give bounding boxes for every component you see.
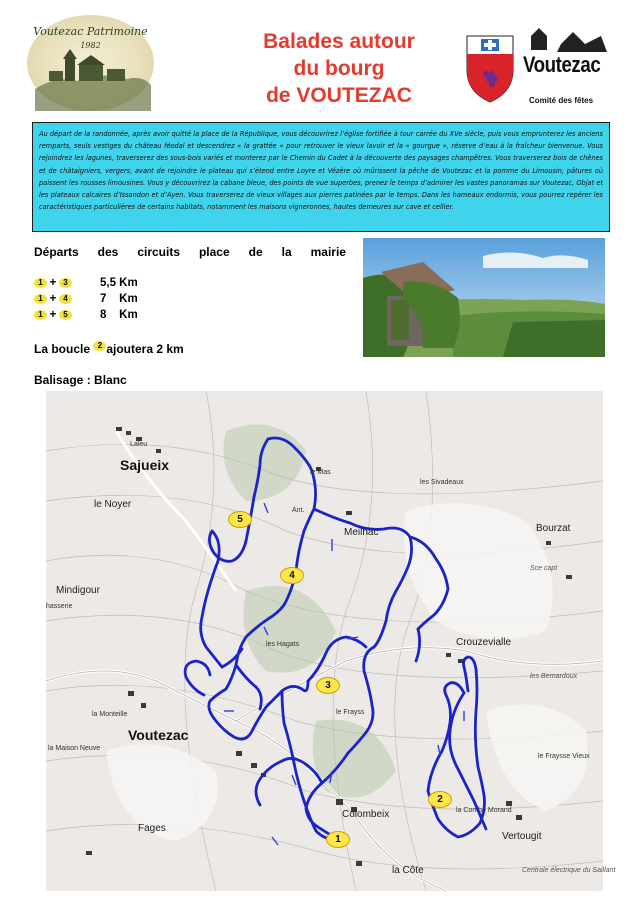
comite-logo-subtitle: Comité des fêtes (529, 96, 594, 105)
patrimoine-logo (27, 15, 154, 111)
comite-logo (461, 22, 613, 110)
map-marker-1: 1 (326, 831, 350, 848)
circuit-row: 1 + 3 5,5 Km (34, 277, 72, 289)
map-label-colombeix: Colombeix (342, 809, 390, 820)
map-label-bourzat: Bourzat (536, 523, 571, 534)
departs-word: la (281, 245, 292, 259)
map-label-sce: Sce capt (530, 565, 558, 572)
circuit-row: 1 + 4 7 Km (34, 293, 72, 305)
circuit-badge: 4 (59, 294, 72, 304)
comite-logo-name: Voutezac (523, 52, 601, 77)
title-line-1: Balades autour (263, 30, 415, 53)
map-label-le-frayss: le Frayss (336, 709, 365, 716)
circuit-badge: 1 (34, 310, 47, 320)
village-drawing-icon (27, 15, 154, 111)
map-label-la-cote: la Côte (392, 865, 424, 876)
boucle-text: ajoutera 2 km (106, 342, 184, 356)
departs-word: mairie (310, 245, 346, 259)
map-marker-5: 5 (228, 511, 252, 528)
patrimoine-logo-name: Voutezac Patrimoine (33, 25, 148, 38)
map-label-le-fraysse-vieux: le Fraysse Vieux (538, 753, 590, 760)
map-label-vertougit: Vertougit (502, 831, 542, 842)
circuit-badge: 1 (34, 278, 47, 288)
circuit-distance: 5,5 Km (100, 277, 138, 289)
balisage-label: Balisage : Blanc (34, 373, 127, 387)
map-label-les-sivadeaux: les Sivadeaux (420, 479, 464, 486)
departs-word: de (248, 245, 263, 259)
map-label-sajueix: Sajueix (120, 457, 170, 473)
patrimoine-logo-year: 1982 (80, 41, 101, 50)
departs-word: circuits (137, 245, 180, 259)
boucle-badge: 2 (93, 341, 106, 351)
map-label-centrale: Centrale électrique du Saillant (522, 867, 616, 874)
intro-text-box: Au départ de la randonnée, après avoir quitté la place de la République, vous découvrirez l’église fortifiée à tour carrée du XVe siècle, puis vous emprunterez les anciens remparts, seuls vestiges du château féodal et descendrez « la grattée » pour retrouver le vieux lavoir et la « gourgue », réserve d’eau à la fraîcheur bienvenue. Vous rejoindrez les lagunes, traverserez des sous-bois variés et monterez par le Chemin du Cadet à la découverte des paysages champêtres. Vous traverserez bois de chênes et de châtaigniers, vergers, avant de rejoindre le plateau qui s’étend entre Loyre et Vézère où mûrissent la pêche de Voutezac et la pomme du Limousin, pâtures où paissent les rousses limousines. Vous y découvrirez la cabane bleue, des points de vue superbes, prenez le temps d’admirer les vastes panoramas sur Voutezac, Objat et les plateaux calcaires d’Issandon et d’Ayen. Vous traverserez de vieux villages aux pierres patinées par le temps. Dans les hameaux endormis, vous pourrez repérer les caractéristiques particulières de certains habitats, notamment les maisons vigneronnes, hautes demeures sur cave et cellier. (32, 122, 610, 232)
title-line-3: de VOUTEZAC (266, 84, 412, 107)
departs-word: Départs (34, 245, 79, 259)
map-label-meilhac: Meilhac (344, 527, 379, 538)
map-label-la-combe-morand: la Combe Morand (456, 807, 512, 814)
departs-word: des (97, 245, 119, 259)
departs-word: place (198, 245, 230, 259)
map-label-laleu: Laleu (130, 441, 148, 448)
map-label-la-maison-neuve: la Maison Neuve (48, 745, 101, 752)
map-marker-3: 3 (316, 677, 340, 694)
circuit-badge: 3 (59, 278, 72, 288)
circuit-distance: 7 Km (100, 293, 138, 305)
map-label-fages: Fages (138, 823, 166, 834)
map-label-ant: Ant. (292, 507, 305, 514)
boucle-text: La boucle (34, 342, 94, 356)
map-label-les-hagats: les Hagats (266, 641, 300, 648)
map-label-mindigour: Mindigour (56, 585, 100, 596)
landscape-photo (363, 238, 605, 357)
map-label-la-monteille: la Monteille (92, 711, 128, 718)
circuit-badge: 1 (34, 294, 47, 304)
map-marker-2: 2 (428, 791, 452, 808)
circuit-distance: 8 Km (100, 309, 138, 321)
hut-landscape-image (363, 238, 605, 357)
map-label-crouzevialle: Crouzevialle (456, 637, 512, 648)
map-label-les-bernardoux: les Bernardoux (530, 673, 578, 680)
boucle-note (34, 341, 184, 356)
title-line-2: du bourg (293, 57, 385, 80)
map-label-le-noyer: le Noyer (94, 499, 132, 510)
page-title (236, 28, 442, 109)
circuit-badge: 5 (59, 310, 72, 320)
circuit-row: 1 + 5 8 Km (34, 309, 72, 321)
departs-heading (34, 245, 346, 259)
map-marker-4: 4 (280, 567, 304, 584)
map-label-chasserie: hasserie (46, 603, 73, 610)
map-label-le-mas: le Mas (310, 469, 331, 476)
map-label-voutezac: Voutezac (128, 727, 189, 743)
trail-map (46, 391, 616, 891)
